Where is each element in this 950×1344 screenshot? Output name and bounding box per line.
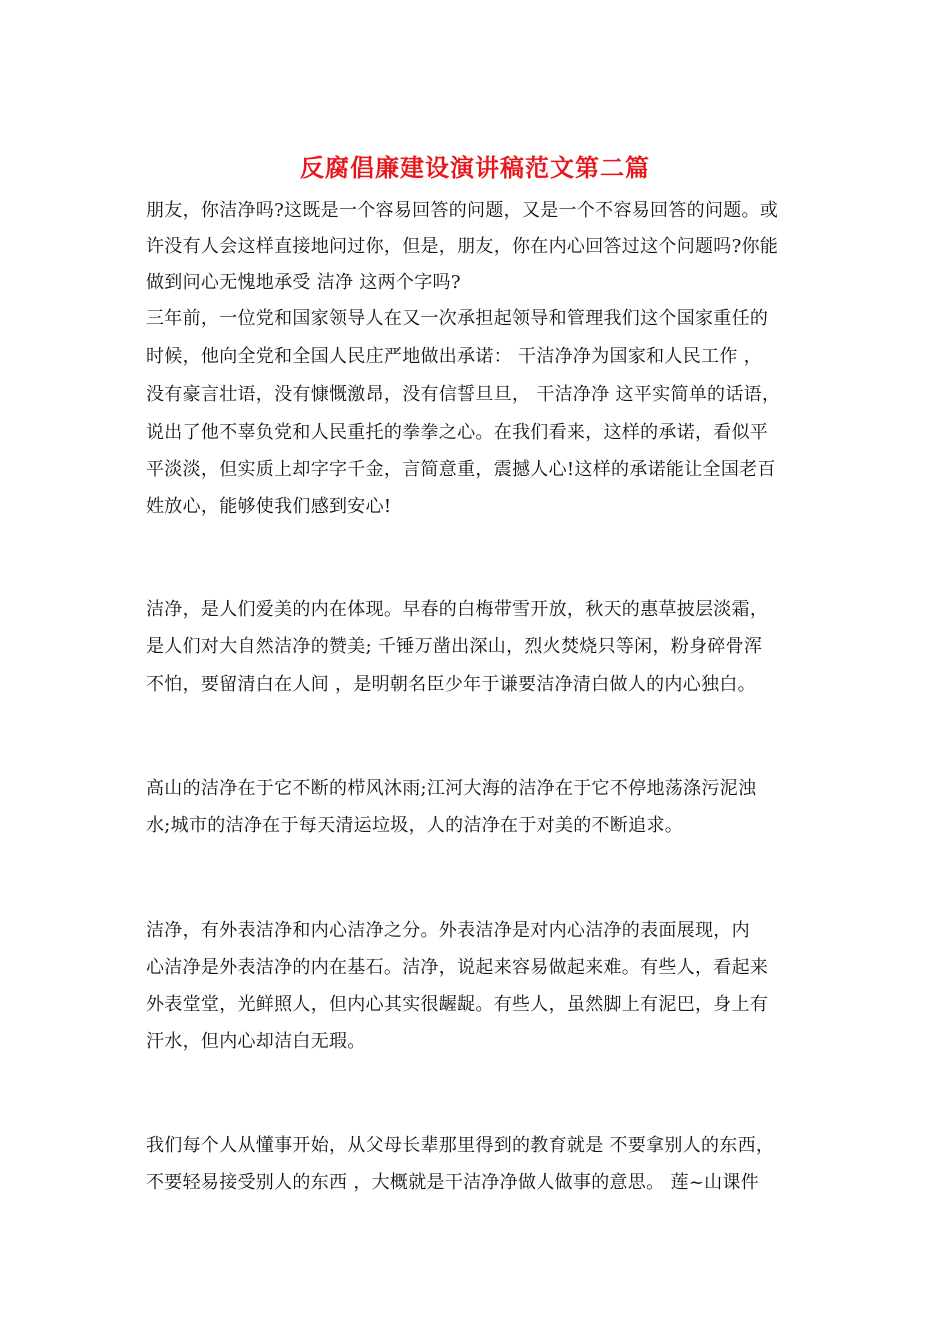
text-line: 姓放心，能够使我们感到安心! — [146, 496, 392, 517]
text-line: 水;城市的洁净在于每天清运垃圾，人的洁净在于对美的不断追求。 — [146, 815, 684, 836]
text-line: 洁净，有外表洁净和内心洁净之分。外表洁净是对内心洁净的表面展现，内 — [146, 920, 750, 941]
text-line: 朋友，你洁净吗?这既是一个容易回答的问题，又是一个不容易回答的问题。或 — [146, 200, 779, 221]
text-line: 平淡淡，但实质上却字字千金，言简意重，震撼人心!这样的承诺能让全国老百 — [146, 459, 776, 480]
text-line: 不怕，要留清白在人间 ，是明朝名臣少年于谦要洁净清白做人的内心独白。 — [146, 674, 756, 695]
text-line: 外表堂堂，光鲜照人，但内心其实很龌龊。有些人，虽然脚上有泥巴，身上有 — [146, 994, 769, 1015]
document-title: 反腐倡廉建设演讲稿范文第二篇 — [300, 153, 650, 182]
text-line: 没有豪言壮语，没有慷慨激昂，没有信誓旦旦， 干洁净净 这平实简单的话语， — [146, 384, 781, 405]
text-line: 高山的洁净在于它不断的栉风沐雨;江河大海的洁净在于它不停地荡涤污泥浊 — [146, 778, 757, 799]
text-line: 是人们对大自然洁净的赞美; 千锤万凿出深山，烈火焚烧只等闲，粉身碎骨浑 — [146, 636, 763, 657]
text-line: 不要轻易接受别人的东西 ，大概就是干洁净净做人做事的意思。 莲~山课件 — [146, 1172, 760, 1193]
text-line: 我们每个人从懂事开始，从父母长辈那里得到的教育就是 不要拿别人的东西， — [146, 1135, 775, 1156]
text-line: 说出了他不辜负党和人民重托的拳拳之心。在我们看来，这样的承诺，看似平 — [146, 422, 769, 443]
text-line: 心洁净是外表洁净的内在基石。洁净，说起来容易做起来难。有些人，看起来 — [146, 957, 769, 978]
text-line: 做到问心无愧地承受 洁净 这两个字吗? — [146, 272, 461, 293]
text-line: 汗水，但内心却洁白无瑕。 — [146, 1031, 366, 1052]
text-line: 时候，他向全党和全国人民庄严地做出承诺： 干洁净净为国家和人民工作 ， — [146, 346, 762, 367]
text-line: 洁净，是人们爱美的内在体现。早春的白梅带雪开放，秋天的惠草披层淡霜， — [146, 599, 769, 620]
text-line: 三年前，一位党和国家领导人在又一次承担起领导和管理我们这个国家重任的 — [146, 308, 769, 329]
text-line: 许没有人会这样直接地问过你，但是，朋友，你在内心回答过这个问题吗?你能 — [146, 236, 779, 257]
